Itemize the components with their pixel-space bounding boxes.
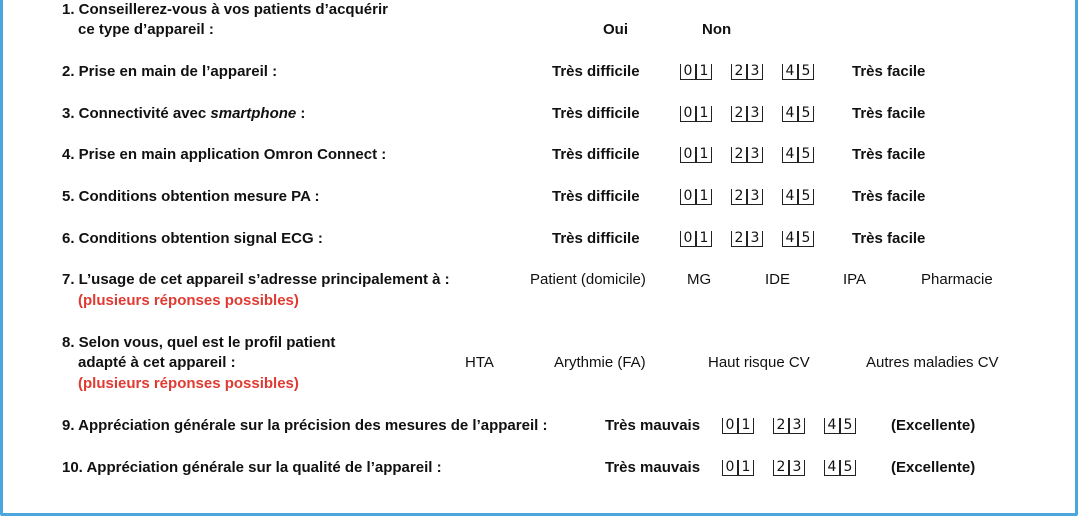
q8-option-autres[interactable]: Autres maladies CV [866, 354, 999, 371]
q6-rating-box-1[interactable]: 1 [696, 231, 712, 247]
q5-rating-box-0[interactable]: 0 [680, 189, 696, 205]
q2-label: 2. Prise en main de l’appareil : [62, 63, 278, 80]
q7-option-pharmacie[interactable]: Pharmacie [921, 271, 993, 288]
q9-rating-scale [722, 417, 856, 435]
q2-scale-high-label: Très facile [852, 63, 926, 80]
q7-note: (plusieurs réponses possibles) [78, 292, 299, 309]
q2-rating-box-4[interactable]: 4 [782, 64, 798, 80]
q5-rating-box-2[interactable]: 2 [731, 189, 747, 205]
q6-scale-low-label: Très difficile [552, 230, 640, 247]
q5-scale-low-label: Très difficile [552, 188, 640, 205]
q9-rating-box-5[interactable]: 5 [840, 418, 856, 434]
q10-rating-box-1[interactable]: 1 [738, 460, 754, 476]
q2-rating-scale [680, 63, 814, 81]
q9-rating-box-3[interactable]: 3 [789, 418, 805, 434]
q4-rating-scale [680, 146, 814, 164]
q6-rating-box-0[interactable]: 0 [680, 231, 696, 247]
q8-line2: adapté à cet appareil : [78, 354, 236, 371]
q9-label: 9. Appréciation générale sur la précision des mesures de l’appareil : [62, 417, 548, 434]
q6-rating-box-5[interactable]: 5 [798, 231, 814, 247]
q9-rating-box-4[interactable]: 4 [824, 418, 840, 434]
q7-option-ipa[interactable]: IPA [843, 271, 867, 288]
q1-line1: 1. Conseillerez-vous à vos patients d’acquérir [62, 1, 388, 18]
q1-option-yes[interactable]: Oui [603, 21, 628, 38]
q1-line2: ce type d’appareil : [78, 21, 214, 38]
q5-rating-box-5[interactable]: 5 [798, 189, 814, 205]
q4-rating-box-1[interactable]: 1 [696, 147, 712, 163]
q3-rating-box-3[interactable]: 3 [747, 106, 763, 122]
q4-rating-box-3[interactable]: 3 [747, 147, 763, 163]
q5-scale-high-label: Très facile [852, 188, 926, 205]
q10-rating-box-5[interactable]: 5 [840, 460, 856, 476]
q8-option-hta[interactable]: HTA [465, 354, 494, 371]
q2-rating-box-5[interactable]: 5 [798, 64, 814, 80]
q9-rating-box-2[interactable]: 2 [773, 418, 789, 434]
q3-scale-high-label: Très facile [852, 105, 926, 122]
q8-option-arythmie[interactable]: Arythmie (FA) [554, 354, 646, 371]
q3-rating-box-1[interactable]: 1 [696, 106, 712, 122]
q5-rating-box-1[interactable]: 1 [696, 189, 712, 205]
q7-option-mg[interactable]: MG [687, 271, 712, 288]
q9-rating-box-0[interactable]: 0 [722, 418, 738, 434]
q6-rating-scale [680, 230, 814, 248]
q9-scale-high-label: (Excellente) [891, 417, 976, 434]
q4-rating-box-4[interactable]: 4 [782, 147, 798, 163]
q3-rating-box-2[interactable]: 2 [731, 106, 747, 122]
q2-rating-box-2[interactable]: 2 [731, 64, 747, 80]
q10-label: 10. Appréciation générale sur la qualité de l’appareil : [62, 459, 442, 476]
q6-scale-high-label: Très facile [852, 230, 926, 247]
q3-label: 3. Connectivité avec smartphone : [62, 105, 306, 122]
q7-option-ide[interactable]: IDE [765, 271, 791, 288]
q8-note: (plusieurs réponses possibles) [78, 375, 299, 392]
q6-rating-box-2[interactable]: 2 [731, 231, 747, 247]
q4-label: 4. Prise en main application Omron Connect : [62, 146, 387, 163]
q7-option-patient[interactable]: Patient (domicile) [530, 271, 646, 288]
q4-scale-high-label: Très facile [852, 146, 926, 163]
q10-rating-box-3[interactable]: 3 [789, 460, 805, 476]
q10-rating-box-4[interactable]: 4 [824, 460, 840, 476]
q5-rating-box-3[interactable]: 3 [747, 189, 763, 205]
q8-option-haut-risque[interactable]: Haut risque CV [708, 354, 810, 371]
q2-rating-box-0[interactable]: 0 [680, 64, 696, 80]
q10-rating-box-2[interactable]: 2 [773, 460, 789, 476]
q3-rating-scale [680, 105, 814, 123]
q10-scale-low-label: Très mauvais [605, 459, 701, 476]
q5-rating-box-4[interactable]: 4 [782, 189, 798, 205]
q6-rating-box-4[interactable]: 4 [782, 231, 798, 247]
q4-rating-box-2[interactable]: 2 [731, 147, 747, 163]
q6-label: 6. Conditions obtention signal ECG : [62, 230, 323, 247]
q5-rating-scale [680, 188, 814, 206]
q2-rating-box-3[interactable]: 3 [747, 64, 763, 80]
q10-rating-scale [722, 459, 856, 477]
q7-label: 7. L’usage de cet appareil s’adresse principalement à : [62, 271, 450, 288]
q6-rating-box-3[interactable]: 3 [747, 231, 763, 247]
q10-scale-high-label: (Excellente) [891, 459, 976, 476]
q3-rating-box-4[interactable]: 4 [782, 106, 798, 122]
q3-rating-box-5[interactable]: 5 [798, 106, 814, 122]
q8-line1: 8. Selon vous, quel est le profil patient [62, 334, 336, 351]
q9-rating-box-1[interactable]: 1 [738, 418, 754, 434]
q4-rating-box-5[interactable]: 5 [798, 147, 814, 163]
q4-scale-low-label: Très difficile [552, 146, 640, 163]
q4-rating-box-0[interactable]: 0 [680, 147, 696, 163]
q5-label: 5. Conditions obtention mesure PA : [62, 188, 320, 205]
q2-rating-box-1[interactable]: 1 [696, 64, 712, 80]
q3-rating-box-0[interactable]: 0 [680, 106, 696, 122]
q10-rating-box-0[interactable]: 0 [722, 460, 738, 476]
q3-scale-low-label: Très difficile [552, 105, 640, 122]
q9-scale-low-label: Très mauvais [605, 417, 701, 434]
q2-scale-low-label: Très difficile [552, 63, 640, 80]
q1-option-no[interactable]: Non [702, 21, 732, 38]
